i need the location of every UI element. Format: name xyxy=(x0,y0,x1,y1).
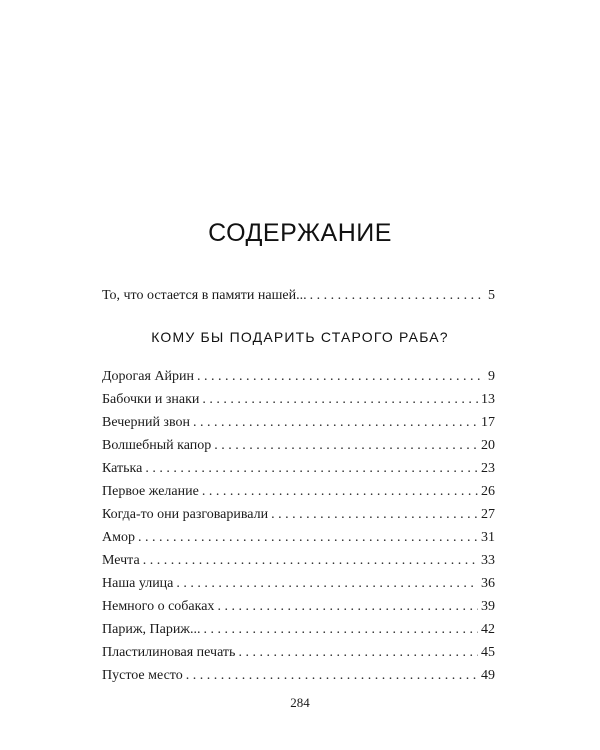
toc-entry-title: Париж, Париж... xyxy=(102,622,201,637)
toc-entry-title: Вечерний звон xyxy=(102,415,190,430)
toc-entry xyxy=(102,413,495,433)
toc-entry xyxy=(102,482,495,502)
toc-entry-title: Первое желание xyxy=(102,484,199,499)
toc-entry-title: Пустое место xyxy=(102,668,183,683)
dot-leader xyxy=(193,413,478,433)
toc-entry-title: Амор xyxy=(102,530,135,545)
toc-entry-title: Мечта xyxy=(102,553,140,568)
dot-leader xyxy=(202,482,478,502)
toc-entry-page: 31 xyxy=(481,530,495,545)
dot-leader xyxy=(202,390,478,410)
dot-leader xyxy=(238,643,478,663)
dot-leader xyxy=(271,505,478,525)
dot-leader xyxy=(203,620,478,640)
toc-entry xyxy=(102,666,495,686)
toc-entry xyxy=(102,367,495,387)
toc-entry-title: Немного о собаках xyxy=(102,599,215,614)
toc-entry-title: Пластилиновая печать xyxy=(102,645,236,660)
toc-entry xyxy=(102,390,495,410)
dot-leader xyxy=(310,286,485,306)
toc-entry-page: 20 xyxy=(481,438,495,453)
toc-entry-title: Дорогая Айрин xyxy=(102,369,195,384)
page-number: 284 xyxy=(290,695,310,710)
contents-heading: СОДЕРЖАНИЕ xyxy=(208,219,392,247)
toc-entry-page: 42 xyxy=(481,622,495,637)
toc-entry-title: Бабочки и знаки xyxy=(102,392,200,407)
toc-entry-page: 26 xyxy=(481,484,495,499)
toc-entry xyxy=(102,597,495,617)
dot-leader xyxy=(176,574,478,594)
dot-leader xyxy=(197,367,485,387)
toc-entry-page: 33 xyxy=(481,553,495,568)
section-heading: КОМУ БЫ ПОДАРИТЬ СТАРОГО РАБА? xyxy=(151,329,449,345)
toc-entry-page: 23 xyxy=(481,461,495,476)
toc-entry-page: 49 xyxy=(481,668,495,683)
toc-entry-page: 39 xyxy=(481,599,495,614)
toc-entry-title: То, что остается в памяти нашей... xyxy=(102,288,307,303)
toc-entry xyxy=(102,459,495,479)
toc-entry-page: 45 xyxy=(481,645,495,660)
toc-entry-title: Волшебный капор xyxy=(102,438,212,453)
dot-leader xyxy=(214,436,478,456)
toc-entry xyxy=(102,574,495,594)
dot-leader xyxy=(143,551,478,571)
toc-entry-page: 27 xyxy=(481,507,495,522)
toc-entry xyxy=(102,643,495,663)
toc-entry xyxy=(102,551,495,571)
toc-entry-page: 5 xyxy=(488,288,495,303)
dot-leader xyxy=(145,459,478,479)
dot-leader xyxy=(138,528,478,548)
dot-leader xyxy=(186,666,478,686)
toc-entry-title: Катька xyxy=(102,461,143,476)
toc-entry-page: 17 xyxy=(481,415,495,430)
toc-entry xyxy=(102,620,495,640)
dot-leader xyxy=(217,597,478,617)
toc-entry xyxy=(102,505,495,525)
toc-entry-title: Наша улица xyxy=(102,576,174,591)
toc-entry-page: 36 xyxy=(481,576,495,591)
toc-entry xyxy=(102,528,495,548)
toc-entry-title: Когда-то они разговаривали xyxy=(102,507,269,522)
toc-entry-intro xyxy=(102,286,495,306)
toc-entry-page: 13 xyxy=(481,392,495,407)
toc-entry-page: 9 xyxy=(488,369,495,384)
toc-entry xyxy=(102,436,495,456)
